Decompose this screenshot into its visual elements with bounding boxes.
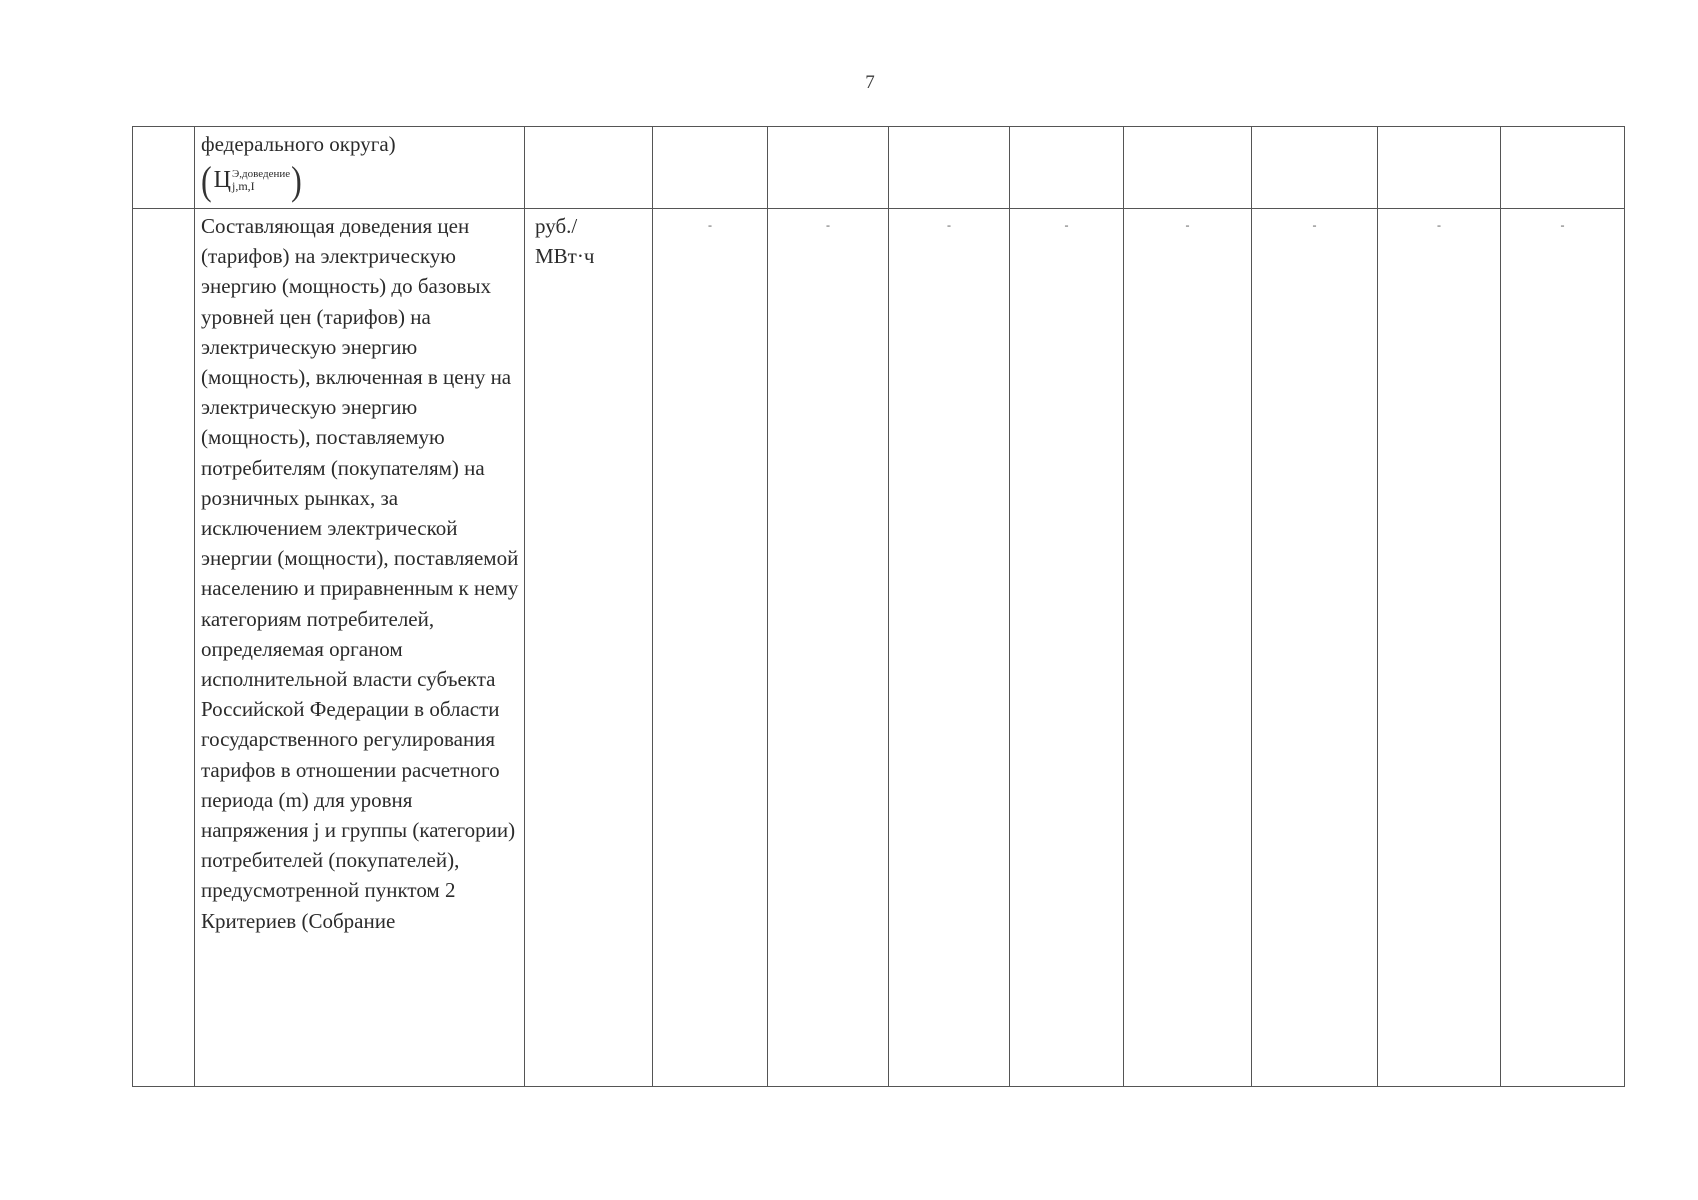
indicator-name-cell [195, 127, 525, 209]
tariff-table [132, 126, 1625, 1087]
row-number-cell [133, 127, 195, 209]
value-cell [768, 127, 889, 209]
value-dash: - [1437, 218, 1441, 232]
value-cell [1124, 127, 1252, 209]
indicator-name-cell [195, 209, 525, 1087]
value-cell [768, 209, 889, 1087]
table-row [133, 209, 1625, 1087]
value-cell [1378, 127, 1501, 209]
value-cell [889, 209, 1010, 1087]
value-dash: - [1560, 218, 1565, 232]
formula-open-paren: ( [201, 157, 212, 203]
value-cell [1501, 209, 1625, 1087]
value-cell [1252, 209, 1378, 1087]
unit-cell [525, 127, 653, 209]
value-dash: - [708, 218, 712, 232]
formula-close-paren: ) [291, 157, 302, 203]
unit-cell [525, 209, 653, 1087]
formula-superscript: Э,доведение [232, 168, 291, 181]
value-cell [1378, 209, 1501, 1087]
value-cell [1124, 209, 1252, 1087]
value-dash: - [1064, 218, 1069, 232]
unit-text-line1: руб./ [535, 214, 578, 238]
value-cell [1010, 209, 1124, 1087]
formula-subscript: j,m,I [232, 179, 255, 194]
value-dash: - [1312, 218, 1317, 232]
value-dash: - [1185, 218, 1190, 232]
value-cell [653, 209, 768, 1087]
value-cell [1252, 127, 1378, 209]
indicator-name-text: Составляющая доведения цен (тарифов) на электрическую энергию (мощность) до базовых уровней цен (тарифов) на электрическую энергию (мощность), включенная в цену на электрическую энергию (мощность), поставляемую потребителям (покупателям) на розничных рынках, за исключением электрической энергии (мощности), поставляемой населению и приравненным к нему категориям потребителей, определяемая органом исполнительной власти субъекта Российской Федерации в области государственного регулирования тарифов в отношении расчетного периода (m) для уровня напряжения j и группы (категории) потребителей (покупателей), предусмотренной пунктом 2 Критериев (Собрание [201, 214, 519, 933]
value-cell [889, 127, 1010, 209]
row-number-cell [133, 209, 195, 1087]
page-number: 7 [865, 72, 875, 93]
price-formula [201, 157, 302, 203]
table-row [133, 127, 1625, 209]
unit-text-line2: МВт·ч [535, 244, 595, 269]
value-cell [1501, 127, 1625, 209]
value-cell [1010, 127, 1124, 209]
indicator-name-text: федерального округа) [201, 132, 396, 156]
value-cell [653, 127, 768, 209]
value-dash: - [826, 218, 830, 232]
formula-scripts [232, 168, 290, 192]
formula-base-symbol: Ц [213, 167, 231, 194]
value-dash: - [947, 218, 951, 232]
